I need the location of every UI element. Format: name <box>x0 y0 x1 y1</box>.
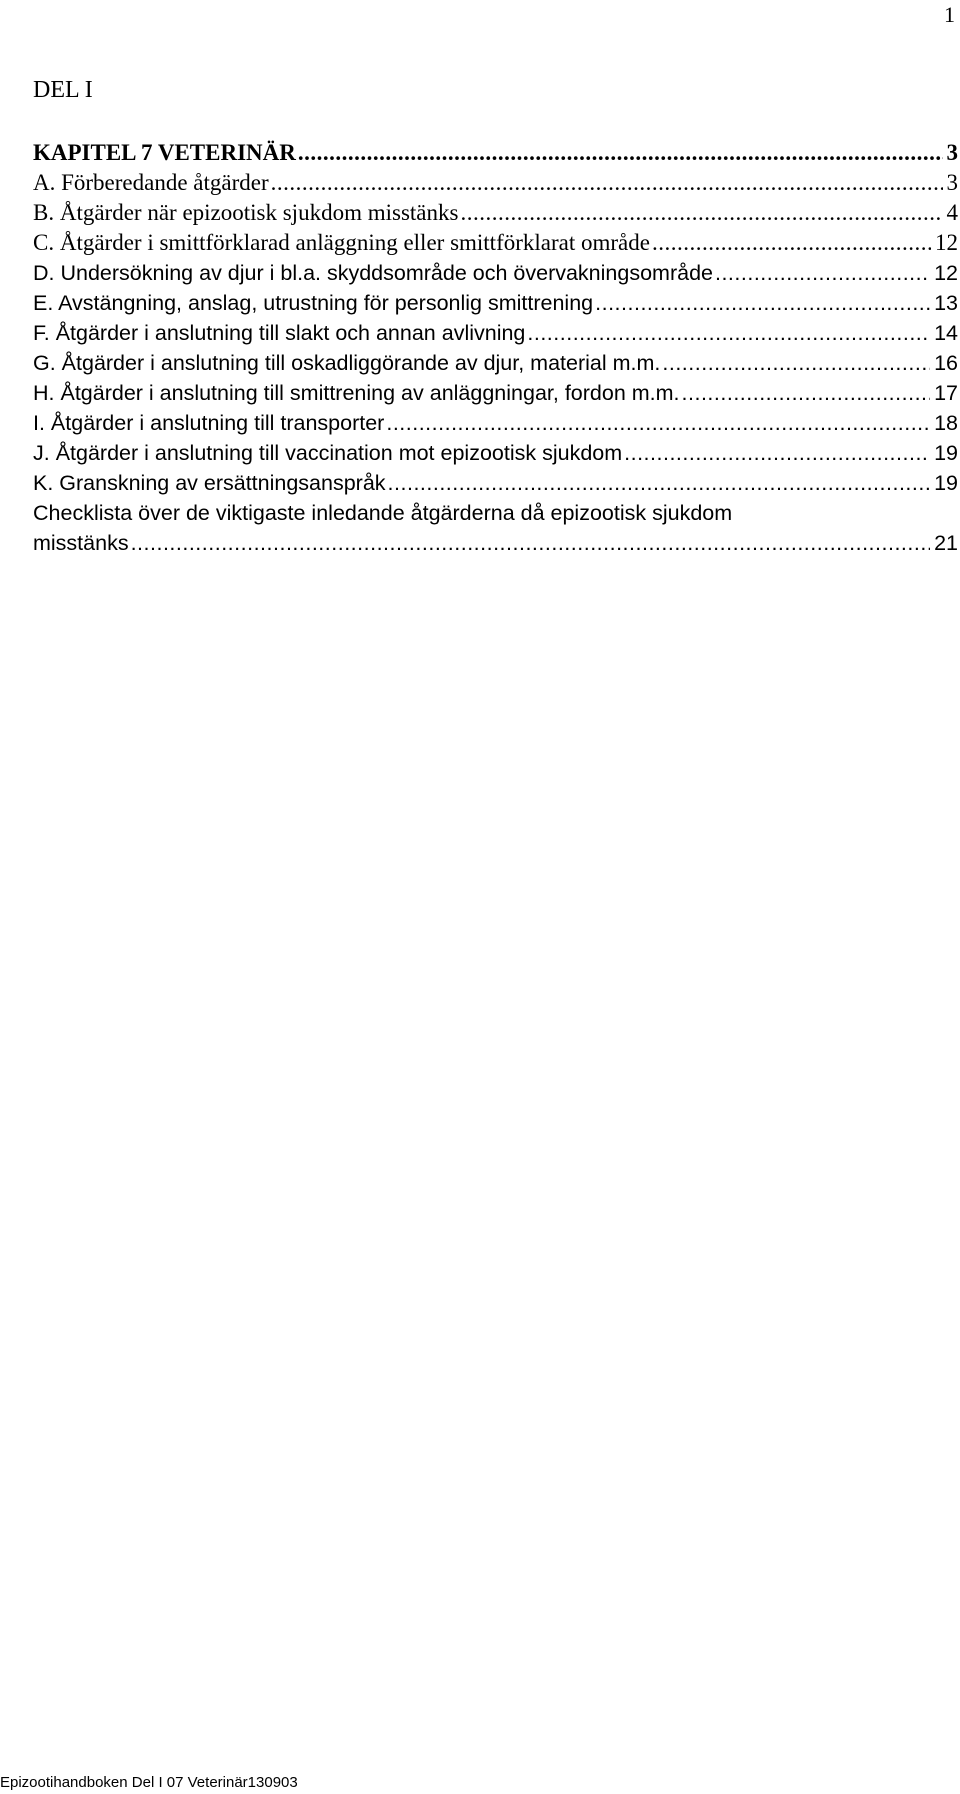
toc-entry-page: 18 <box>934 411 958 435</box>
toc-entry-label: misstänks <box>33 531 129 555</box>
toc-entry[interactable] <box>33 438 958 468</box>
toc-entry[interactable] <box>33 168 958 198</box>
dot-leader <box>652 228 931 258</box>
toc-entry-page: 3 <box>946 170 958 195</box>
dot-leader <box>388 468 931 498</box>
toc-entry-page: 17 <box>934 381 958 405</box>
toc-entry-page: 4 <box>946 200 958 225</box>
toc-entry[interactable] <box>33 318 958 348</box>
toc-entry-page: 14 <box>934 321 958 345</box>
page-number: 1 <box>944 2 955 27</box>
toc-entry-page: 21 <box>934 531 958 555</box>
toc-entry-label: H. Åtgärder i anslutning till smittrening av anläggningar, fordon m.m. <box>33 381 680 405</box>
toc-entry[interactable] <box>33 138 958 168</box>
toc-entry[interactable] <box>33 468 958 498</box>
toc-entry[interactable] <box>33 408 958 438</box>
table-of-contents <box>33 138 958 558</box>
dot-leader <box>624 438 930 468</box>
toc-entry-page: 16 <box>934 351 958 375</box>
toc-entry-label: G. Åtgärder i anslutning till oskadliggörande av djur, material m.m. <box>33 351 661 375</box>
dot-leader <box>298 138 943 168</box>
dot-leader <box>595 288 930 318</box>
dot-leader <box>715 258 930 288</box>
toc-entry[interactable] <box>33 198 958 228</box>
dot-leader <box>662 348 930 378</box>
toc-entry-page: 12 <box>935 230 958 255</box>
toc-entry-label: K. Granskning av ersättningsanspråk <box>33 471 386 495</box>
toc-entry-label: I. Åtgärder i anslutning till transporter <box>33 411 385 435</box>
toc-entry-label: D. Undersökning av djur i bl.a. skyddsområde och övervakningsområde <box>33 261 713 285</box>
toc-entry[interactable] <box>33 498 958 528</box>
toc-entry[interactable] <box>33 258 958 288</box>
dot-leader <box>131 528 931 558</box>
toc-entry[interactable] <box>33 348 958 378</box>
toc-entry-label: A. Förberedande åtgärder <box>33 170 269 195</box>
toc-entry[interactable] <box>33 288 958 318</box>
toc-entry[interactable] <box>33 228 958 258</box>
toc-entry-page: 19 <box>934 471 958 495</box>
toc-entry-page: 3 <box>946 140 958 165</box>
toc-entry-label: F. Åtgärder i anslutning till slakt och annan avlivning <box>33 321 526 345</box>
dot-leader <box>460 198 942 228</box>
dot-leader <box>527 318 930 348</box>
toc-entry[interactable] <box>33 528 958 558</box>
toc-entry-label: E. Avstängning, anslag, utrustning för personlig smittrening <box>33 291 594 315</box>
dot-leader <box>682 378 931 408</box>
part-heading: DEL I <box>33 77 93 103</box>
dot-leader <box>271 168 943 198</box>
dot-leader <box>386 408 930 438</box>
toc-entry-page: 12 <box>934 261 958 285</box>
toc-entry-label: B. Åtgärder när epizootisk sjukdom misstänks <box>33 200 459 225</box>
toc-entry-page: 19 <box>934 441 958 465</box>
page-footer: Epizootihandboken Del I 07 Veterinär130903 <box>0 1774 298 1791</box>
toc-entry-page: 13 <box>934 291 958 315</box>
toc-entry-label: Checklista över de viktigaste inledande åtgärderna då epizootisk sjukdom <box>33 501 733 525</box>
toc-entry-label: KAPITEL 7 VETERINÄR <box>33 140 296 165</box>
toc-entry[interactable] <box>33 378 958 408</box>
toc-entry-label: J. Åtgärder i anslutning till vaccination mot epizootisk sjukdom <box>33 441 623 465</box>
toc-entry-label: C. Åtgärder i smittförklarad anläggning eller smittförklarat område <box>33 230 650 255</box>
